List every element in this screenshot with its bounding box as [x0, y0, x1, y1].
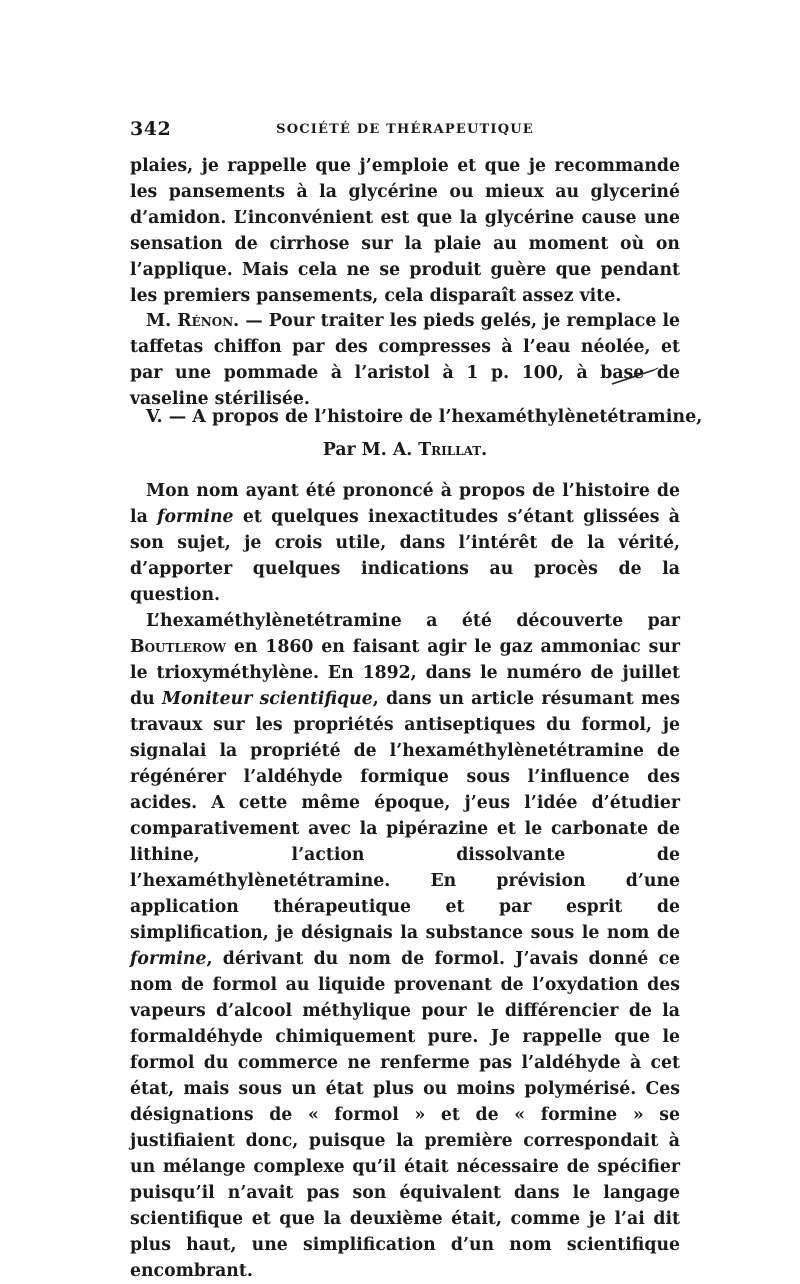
author-prefix: Par M. A.	[322, 440, 419, 460]
speaker-name: M. Rénon.	[146, 311, 240, 331]
continued-paragraph	[130, 153, 680, 309]
text-run: en 1860 en faisant agir le gaz ammoniac sur le trioxyméthylène. En 1892, dans le numéro de juillet du	[130, 637, 680, 709]
text-run: , dérivant du nom de formol. J’avais donné ce nom de formol au liquide provenant de l’oxydation des vapeurs d’alcool méthylique pour le différencier de la formaldéhyde chimiquement pure. Je rappelle que le formol du commerce ne renferme pas l’aldéhyde à cet état, mais sous un état plus ou moins polymérisé. Ces désignations de « formol » et de « formine » se justifiaient donc, puisque la première correspondait à un mélange complexe qu’il était nécessaire de spécifier puisqu’il n’avait pas son équivalent dans le langage scientifique et que la deuxième était, comme je l’ai dit plus haut, une simplification d’un nom scientifique encombrant.	[130, 949, 680, 1281]
article-body	[130, 478, 680, 1284]
text-run: L’hexaméthylènetétramine a été découverte par	[146, 611, 680, 631]
paragraph	[130, 608, 680, 1284]
italic-term: formine	[130, 949, 207, 969]
remark-text: — Pour traiter les pieds gelés, je remplace le taffetas chiffon par des compresses à l’eau néolée, et par une pommade à l’aristol à 1 p. 100, à base de vaseline stérilisée.	[130, 311, 680, 409]
section-author	[130, 440, 680, 460]
renon-remark	[130, 308, 680, 412]
page-number: 342	[130, 118, 172, 140]
text-run: et quelques inexactitudes s’étant glissées à son sujet, je crois utile, dans l’intérêt de la vérité, d’apporter quelques indications au procès de la question.	[130, 507, 680, 605]
paragraph-text: plaies, je rappelle que j’emploie et que je recommande les pansements à la glycérine ou mieux au glyceriné d’amidon. L’inconvénient est que la glycérine cause une sensation de cirrhose sur la plaie au moment où on l’applique. Mais cela ne se produit guère que pendant les premiers pansements, cela disparaît assez vite.	[130, 156, 680, 306]
italic-journal: Moniteur scientifique	[161, 689, 373, 709]
running-title: SOCIÉTÉ DE THÉRAPEUTIQUE	[276, 122, 534, 137]
paragraph	[130, 478, 680, 608]
author-name: Boutlerow	[130, 637, 226, 657]
author-name: Trillat.	[418, 440, 488, 460]
section-heading: V. — A propos de l’histoire de l’hexaméthylènetétramine,	[146, 407, 703, 427]
paragraph	[130, 308, 680, 412]
text-run: , dans un article résumant mes travaux sur les propriétés antiseptiques du formol, je signalai la propriété de l’hexaméthylènetétramine de régénérer l’aldéhyde formique sous l’influence des acides. A cette même époque, j’eus l’idée d’étudier comparativement avec la pipérazine et le carbonate de lithine, l’action dissolvante de l’hexaméthylènetétramine. En prévision d’une application thérapeutique et par esprit de simplification, je désignais la substance sous le nom de	[130, 689, 680, 943]
pen-mark-icon	[610, 366, 660, 386]
text-run: Mon nom ayant été prononcé à propos de l’histoire de la	[130, 481, 680, 527]
running-header	[130, 118, 680, 142]
italic-term: formine	[157, 507, 234, 527]
